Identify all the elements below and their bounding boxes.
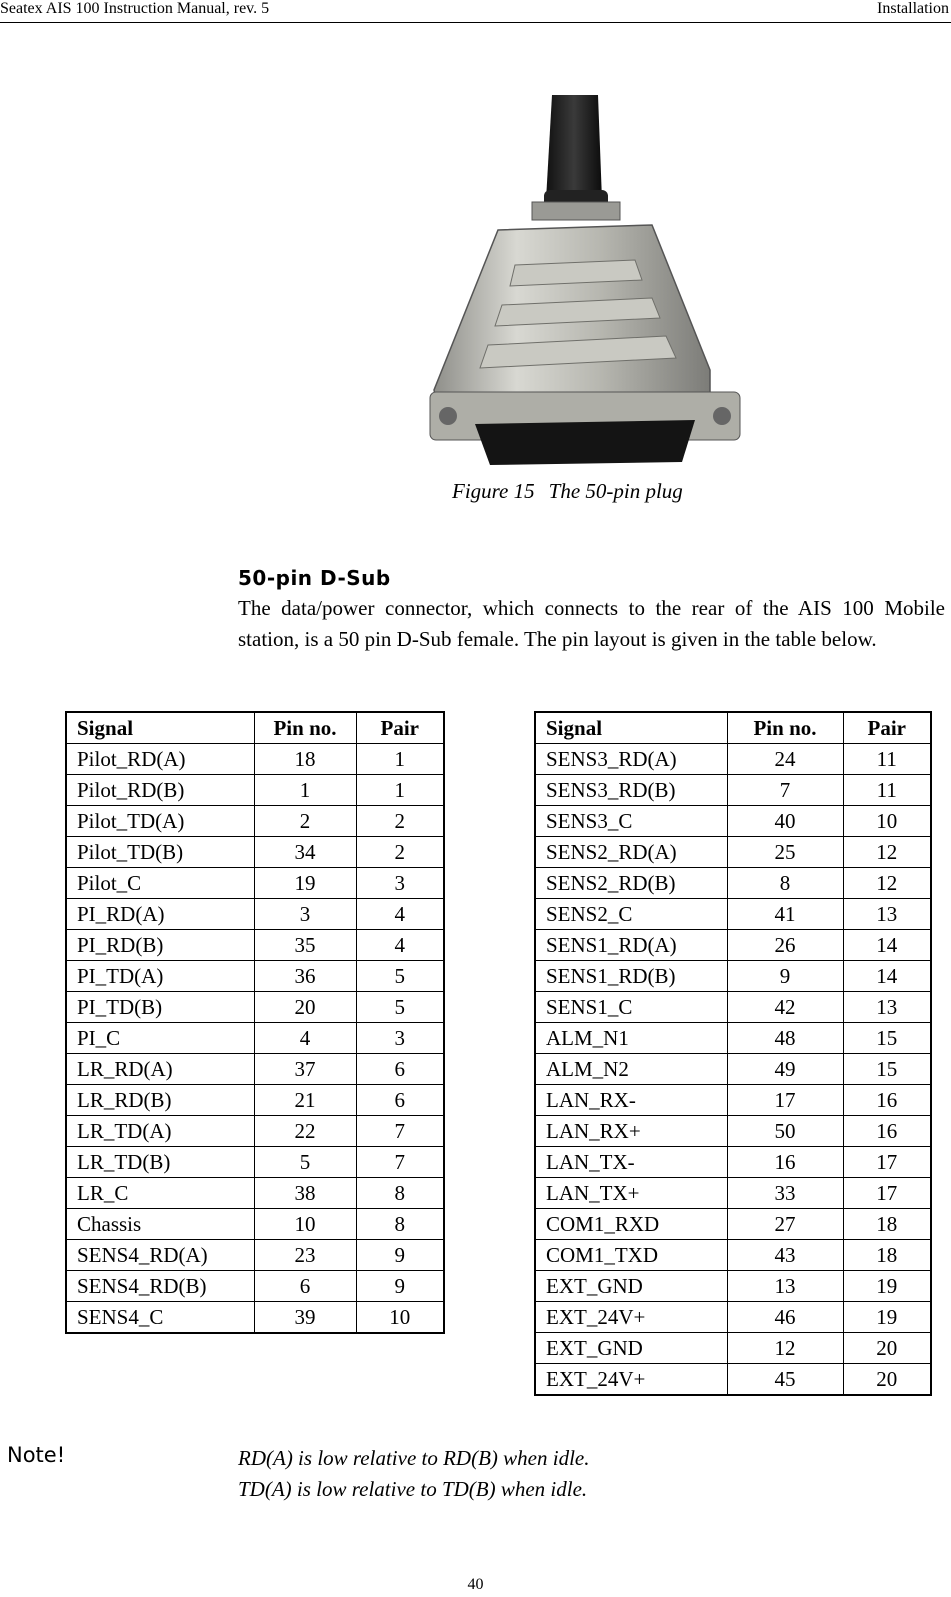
- signal-cell: PI_C: [66, 1023, 254, 1054]
- table-header-row: [66, 712, 444, 744]
- pin-cell: 18: [254, 744, 356, 775]
- table-row: [535, 992, 931, 1023]
- signal-cell: LR_RD(A): [66, 1054, 254, 1085]
- pair-cell: 5: [356, 961, 444, 992]
- pair-cell: 6: [356, 1085, 444, 1116]
- table-row: [66, 744, 444, 775]
- table-row: [535, 1240, 931, 1271]
- signal-cell: LR_C: [66, 1178, 254, 1209]
- table-row: [66, 837, 444, 868]
- signal-cell: SENS3_C: [535, 806, 727, 837]
- figure-caption: [452, 479, 683, 504]
- table-row: [535, 1085, 931, 1116]
- pin-cell: 6: [254, 1271, 356, 1302]
- pin-cell: 27: [727, 1209, 843, 1240]
- signal-cell: PI_TD(B): [66, 992, 254, 1023]
- table-row: [535, 1116, 931, 1147]
- column-header-signal: Signal: [535, 712, 727, 744]
- pair-cell: 2: [356, 806, 444, 837]
- pair-cell: 19: [843, 1302, 931, 1333]
- signal-cell: LAN_RX+: [535, 1116, 727, 1147]
- signal-cell: SENS2_RD(A): [535, 837, 727, 868]
- table-row: [535, 1023, 931, 1054]
- pair-cell: 5: [356, 992, 444, 1023]
- note-text: [238, 1443, 589, 1505]
- pin-cell: 39: [254, 1302, 356, 1334]
- pair-cell: 14: [843, 930, 931, 961]
- pin-cell: 22: [254, 1116, 356, 1147]
- signal-cell: SENS1_C: [535, 992, 727, 1023]
- pair-cell: 14: [843, 961, 931, 992]
- signal-cell: COM1_TXD: [535, 1240, 727, 1271]
- note-label: Note!: [7, 1443, 66, 1467]
- pair-cell: 6: [356, 1054, 444, 1085]
- header-chapter: Installation: [877, 0, 949, 17]
- signal-cell: SENS2_C: [535, 899, 727, 930]
- table-row: [535, 1333, 931, 1364]
- pair-cell: 4: [356, 930, 444, 961]
- connector-photo: [420, 90, 750, 480]
- signal-cell: Pilot_TD(B): [66, 837, 254, 868]
- pair-cell: 15: [843, 1054, 931, 1085]
- table-row: [535, 1271, 931, 1302]
- signal-cell: EXT_24V+: [535, 1364, 727, 1396]
- table-row: [535, 775, 931, 806]
- section-heading: 50-pin D-Sub: [238, 566, 391, 590]
- table-row: [535, 930, 931, 961]
- pair-cell: 12: [843, 868, 931, 899]
- pair-cell: 10: [356, 1302, 444, 1334]
- table-row: [535, 899, 931, 930]
- pin-cell: 7: [727, 775, 843, 806]
- pin-cell: 4: [254, 1023, 356, 1054]
- signal-cell: Pilot_RD(A): [66, 744, 254, 775]
- table-row: [535, 1178, 931, 1209]
- pin-cell: 45: [727, 1364, 843, 1396]
- pin-cell: 33: [727, 1178, 843, 1209]
- pair-cell: 4: [356, 899, 444, 930]
- signal-cell: ALM_N2: [535, 1054, 727, 1085]
- pair-cell: 20: [843, 1333, 931, 1364]
- pair-cell: 3: [356, 868, 444, 899]
- pin-cell: 23: [254, 1240, 356, 1271]
- signal-cell: Pilot_C: [66, 868, 254, 899]
- pair-cell: 18: [843, 1209, 931, 1240]
- pin-cell: 38: [254, 1178, 356, 1209]
- column-header-signal: Signal: [66, 712, 254, 744]
- table-row: [535, 744, 931, 775]
- note-line: RD(A) is low relative to RD(B) when idle.: [238, 1446, 590, 1470]
- table-row: [535, 806, 931, 837]
- table-row: [66, 899, 444, 930]
- pair-cell: 11: [843, 775, 931, 806]
- pin-cell: 19: [254, 868, 356, 899]
- pin-cell: 25: [727, 837, 843, 868]
- pair-cell: 16: [843, 1116, 931, 1147]
- signal-cell: PI_TD(A): [66, 961, 254, 992]
- pin-table-right: [534, 711, 932, 1396]
- pin-cell: 48: [727, 1023, 843, 1054]
- pair-cell: 10: [843, 806, 931, 837]
- pin-cell: 8: [727, 868, 843, 899]
- pair-cell: 9: [356, 1240, 444, 1271]
- pair-cell: 11: [843, 744, 931, 775]
- figure-title: The 50-pin plug: [548, 479, 683, 503]
- signal-cell: LR_TD(B): [66, 1147, 254, 1178]
- table-row: [535, 1209, 931, 1240]
- column-header-pair: Pair: [356, 712, 444, 744]
- table-row: [66, 930, 444, 961]
- pin-cell: 5: [254, 1147, 356, 1178]
- figure-number: Figure 15: [452, 479, 535, 503]
- pin-cell: 16: [727, 1147, 843, 1178]
- pin-cell: 42: [727, 992, 843, 1023]
- pair-cell: 8: [356, 1178, 444, 1209]
- table-row: [535, 868, 931, 899]
- table-row: [66, 775, 444, 806]
- signal-cell: SENS1_RD(A): [535, 930, 727, 961]
- note-line: TD(A) is low relative to TD(B) when idle.: [238, 1477, 588, 1501]
- signal-cell: SENS1_RD(B): [535, 961, 727, 992]
- column-header-pair: Pair: [843, 712, 931, 744]
- pair-cell: 13: [843, 899, 931, 930]
- signal-cell: Chassis: [66, 1209, 254, 1240]
- table-row: [66, 806, 444, 837]
- pin-cell: 46: [727, 1302, 843, 1333]
- table-row: [66, 868, 444, 899]
- header-manual-title: Seatex AIS 100 Instruction Manual, rev. 5: [0, 0, 270, 17]
- pair-cell: 7: [356, 1147, 444, 1178]
- pin-cell: 1: [254, 775, 356, 806]
- signal-cell: LAN_RX-: [535, 1085, 727, 1116]
- table-row: [66, 1085, 444, 1116]
- pin-cell: 40: [727, 806, 843, 837]
- column-header-pin: Pin no.: [727, 712, 843, 744]
- page-header: [0, 0, 951, 23]
- pair-cell: 17: [843, 1147, 931, 1178]
- pin-table-left: [65, 711, 445, 1334]
- table-row: [66, 961, 444, 992]
- table-row: [66, 1116, 444, 1147]
- signal-cell: ALM_N1: [535, 1023, 727, 1054]
- pair-cell: 1: [356, 744, 444, 775]
- signal-cell: LR_RD(B): [66, 1085, 254, 1116]
- pair-cell: 3: [356, 1023, 444, 1054]
- pair-cell: 7: [356, 1116, 444, 1147]
- pin-cell: 35: [254, 930, 356, 961]
- pair-cell: 12: [843, 837, 931, 868]
- table-row: [66, 1271, 444, 1302]
- pair-cell: 16: [843, 1085, 931, 1116]
- pin-cell: 34: [254, 837, 356, 868]
- pin-cell: 37: [254, 1054, 356, 1085]
- signal-cell: EXT_24V+: [535, 1302, 727, 1333]
- pair-cell: 20: [843, 1364, 931, 1396]
- pin-cell: 24: [727, 744, 843, 775]
- pair-cell: 15: [843, 1023, 931, 1054]
- table-row: [66, 1209, 444, 1240]
- table-row: [66, 1240, 444, 1271]
- pair-cell: 18: [843, 1240, 931, 1271]
- signal-cell: SENS4_RD(A): [66, 1240, 254, 1271]
- signal-cell: EXT_GND: [535, 1271, 727, 1302]
- page-number: 40: [467, 1576, 484, 1593]
- pin-cell: 21: [254, 1085, 356, 1116]
- table-row: [66, 992, 444, 1023]
- table-row: [66, 1054, 444, 1085]
- pin-cell: 2: [254, 806, 356, 837]
- signal-cell: Pilot_TD(A): [66, 806, 254, 837]
- table-row: [535, 1054, 931, 1085]
- pin-cell: 43: [727, 1240, 843, 1271]
- signal-cell: LR_TD(A): [66, 1116, 254, 1147]
- pair-cell: 13: [843, 992, 931, 1023]
- signal-cell: COM1_RXD: [535, 1209, 727, 1240]
- pin-cell: 10: [254, 1209, 356, 1240]
- pin-cell: 26: [727, 930, 843, 961]
- table-row: [66, 1023, 444, 1054]
- pin-cell: 12: [727, 1333, 843, 1364]
- signal-cell: PI_RD(B): [66, 930, 254, 961]
- pair-cell: 2: [356, 837, 444, 868]
- signal-cell: PI_RD(A): [66, 899, 254, 930]
- signal-cell: SENS4_RD(B): [66, 1271, 254, 1302]
- signal-cell: Pilot_RD(B): [66, 775, 254, 806]
- pair-cell: 9: [356, 1271, 444, 1302]
- pin-cell: 9: [727, 961, 843, 992]
- signal-cell: EXT_GND: [535, 1333, 727, 1364]
- signal-cell: SENS4_C: [66, 1302, 254, 1334]
- pin-cell: 49: [727, 1054, 843, 1085]
- signal-cell: SENS3_RD(B): [535, 775, 727, 806]
- signal-cell: LAN_TX+: [535, 1178, 727, 1209]
- table-header-row: [535, 712, 931, 744]
- pin-cell: 20: [254, 992, 356, 1023]
- pin-cell: 3: [254, 899, 356, 930]
- signal-cell: SENS3_RD(A): [535, 744, 727, 775]
- pair-cell: 19: [843, 1271, 931, 1302]
- pair-cell: 1: [356, 775, 444, 806]
- table-row: [535, 961, 931, 992]
- table-row: [535, 1364, 931, 1396]
- table-row: [535, 837, 931, 868]
- pin-cell: 50: [727, 1116, 843, 1147]
- pin-cell: 41: [727, 899, 843, 930]
- table-row: [535, 1302, 931, 1333]
- pin-cell: 17: [727, 1085, 843, 1116]
- pair-cell: 17: [843, 1178, 931, 1209]
- table-row: [66, 1178, 444, 1209]
- table-row: [535, 1147, 931, 1178]
- pin-cell: 13: [727, 1271, 843, 1302]
- signal-cell: SENS2_RD(B): [535, 868, 727, 899]
- signal-cell: LAN_TX-: [535, 1147, 727, 1178]
- pair-cell: 8: [356, 1209, 444, 1240]
- table-row: [66, 1147, 444, 1178]
- column-header-pin: Pin no.: [254, 712, 356, 744]
- section-intro-paragraph: The data/power connector, which connects to the rear of the AIS 100 Mobile station, is a 50 pin D-Sub female. The pin layout is given in the table below.: [238, 596, 945, 651]
- table-row: [66, 1302, 444, 1334]
- pin-cell: 36: [254, 961, 356, 992]
